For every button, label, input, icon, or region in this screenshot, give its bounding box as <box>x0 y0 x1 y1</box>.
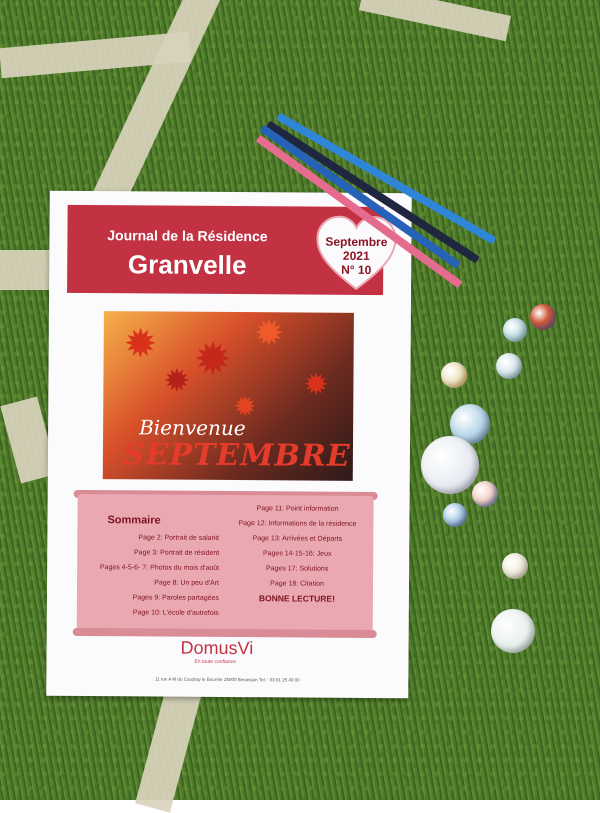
toc-item: Page 11: Point information <box>256 505 339 513</box>
banner-bienvenue: Bienvenue <box>139 415 246 441</box>
maple-leaf-icon: ✹ <box>193 332 233 386</box>
domusvi-tagline: En toute confiance <box>194 658 236 666</box>
journal-label: Journal de la Résidence <box>107 227 268 245</box>
maple-leaf-icon: ✹ <box>233 391 257 423</box>
toc-item: Page 3: Portrait de résident <box>133 549 220 557</box>
toc-item: Pages 9: Paroles partagées <box>132 594 219 602</box>
scroll-bottom-roll <box>73 628 377 638</box>
marble <box>443 503 467 527</box>
banner-septembre: SEPTEMBRE <box>122 437 351 474</box>
marble <box>503 318 527 342</box>
newsletter-header <box>67 205 388 295</box>
issue-month: Septembre <box>325 234 388 250</box>
toc-item: Page 8: Un peu d'Art <box>154 579 220 587</box>
toc-item: Page 2: Portrait de salarié <box>138 534 220 542</box>
issue-number: N° 10 <box>341 262 372 277</box>
toc-item: Pages 14-15-16: Jeux <box>262 550 332 558</box>
toc-item: Pages 4-5-6- 7: Photos du mois d'août <box>99 564 220 572</box>
toc-item: Page 12: Informations de la résidence <box>238 520 357 528</box>
toc-right-column <box>227 501 368 607</box>
masking-tape <box>0 250 50 290</box>
marble <box>421 436 479 494</box>
summary-title: Sommaire <box>107 514 161 527</box>
maple-leaf-icon: ✹ <box>163 362 191 399</box>
toc-left-column <box>87 530 220 621</box>
marble <box>472 481 498 507</box>
toc-item: Page 10: L'école d'autrefois <box>132 609 219 617</box>
marble <box>441 362 467 388</box>
maple-leaf-icon: ✹ <box>123 322 158 367</box>
toc-item: Pages 17: Solutions <box>265 565 329 573</box>
maple-leaf-icon: ✹ <box>253 312 285 354</box>
summary-scroll <box>77 494 374 634</box>
residence-name: Granvelle <box>127 249 247 281</box>
marble <box>496 353 522 379</box>
toc-item: Page 18: Citation <box>270 580 324 588</box>
closing-text: BONNE LECTURE! <box>258 593 335 604</box>
marble <box>491 609 535 653</box>
marble <box>502 553 528 579</box>
footer-address: 11 rue A M du Coudray le Bourrier 25000 Besançon Tel. : 03 81 25 40 00 <box>154 676 300 683</box>
domusvi-logo: DomusVi <box>180 637 254 659</box>
autumn-leaves-photo <box>103 311 354 481</box>
issue-year: 2021 <box>342 248 370 263</box>
marble <box>530 304 556 330</box>
maple-leaf-icon: ✹ <box>303 368 329 402</box>
newsletter-sheet <box>46 191 412 699</box>
toc-item: Page 13: Arrivées et Départs <box>252 535 343 543</box>
